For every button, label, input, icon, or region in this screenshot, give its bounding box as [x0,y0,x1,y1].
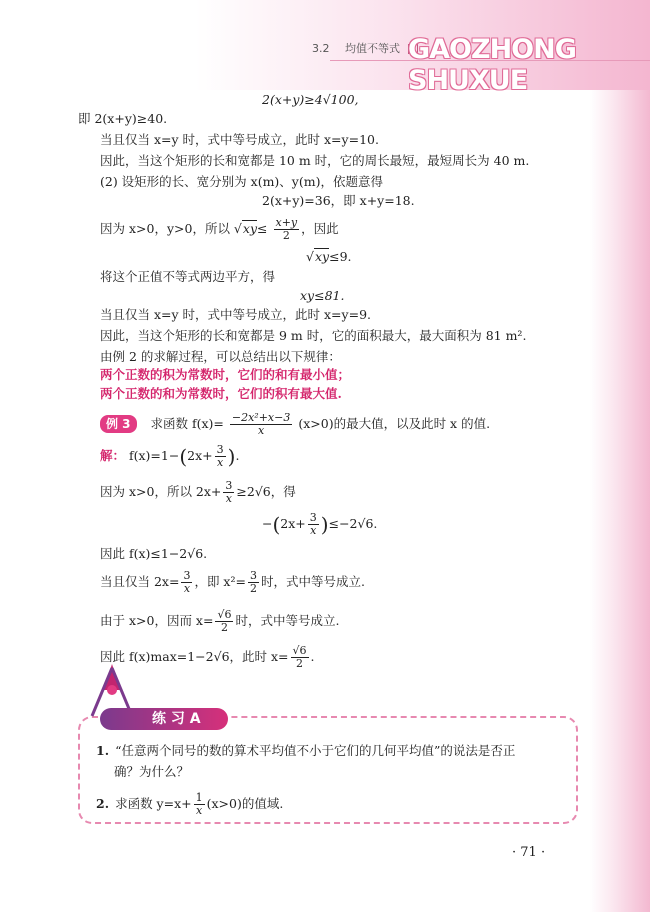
solution-label: 解： [100,448,126,463]
sqrt-expression: xy [314,249,330,264]
fraction [181,570,192,595]
text-fragment: 时，式中等号成立. [260,574,365,589]
fraction [274,217,300,242]
exercise-number: 2. [96,796,110,811]
text-fragment: (x>0)的最大值，以及此时 x 的值. [298,416,491,431]
fraction-numerator: 1 [195,791,203,804]
solution-line [100,609,339,634]
right-paren: ) [227,444,236,469]
fraction [230,412,292,437]
section-title: 均值不等式 [345,42,400,55]
left-paren: ( [179,444,188,469]
text-line: 将这个正值不等式两边平方，得 [100,269,276,284]
exercise-item-2 [96,792,283,817]
text-fragment: 2x+ [280,516,306,531]
section-number: 3.2 [312,42,330,55]
left-paren: ( [272,512,281,537]
text-fragment: − [262,516,273,531]
exercise-text: 求函数 y=x+ [115,796,192,811]
text-fragment: 当且仅当 2x= [100,574,180,589]
fraction [223,480,234,505]
text-fragment: 2x+ [187,448,213,463]
exercise-number: 1. [96,743,110,758]
sqrt-expression: xy [242,221,258,236]
text-line: 当且仅当 x=y 时，式中等号成立，此时 x=y=9. [100,307,371,322]
text-line: 即 2(x+y)≥40. [78,111,168,126]
text-fragment: . [310,649,315,664]
text-fragment: 时，式中等号成立. [235,613,340,628]
fraction-numerator: 3 [183,569,191,582]
text-fragment: . [235,448,240,463]
fraction-denominator: 2 [282,229,290,242]
fraction-denominator: x [217,456,224,469]
text-line: 2(x+y)≥4√100, [262,92,359,107]
solution-line: 因此 f(x)≤1−2√6. [100,546,208,561]
fraction [291,645,309,670]
fraction-numerator: −2x²+x−3 [231,411,291,424]
text-fragment: ≤9. [329,249,352,264]
text-fragment: ≤−2√6. [328,516,378,531]
fraction-denominator: x [196,804,203,817]
watermark-text: GAOZHONG SHUXUE [408,34,576,96]
text-fragment: 因为 x>0，所以 2x+ [100,484,222,499]
fraction [215,444,226,469]
example-3 [100,412,490,437]
solution-line [262,512,377,537]
text-line: 因为 x>0，y>0，所以 √xy≤ $\frac{x+y}{2}$ ，因此 [100,216,339,242]
fraction [215,609,233,634]
rule-text: 两个正数的和为常数时，它们的积有最大值. [100,386,342,401]
fraction-denominator: x [225,492,233,505]
text-line: 由例 2 的求解过程，可以总结出以下规律： [100,349,341,364]
fraction [248,570,259,595]
rule-text: 两个正数的积为常数时，它们的和有最小值； [100,367,351,382]
text-fragment: ≥2√6，得 [236,484,296,499]
fraction-denominator: x [183,582,191,595]
text-line: (2) 设矩形的长、宽分别为 x(m)、y(m)，依题意得 [100,174,383,189]
fraction [194,792,205,817]
text-line: 当且仅当 x=y 时，式中等号成立，此时 x=y=10. [100,132,379,147]
text-line: 因此，当这个矩形的长和宽都是 9 m 时，它的面积最大，最大面积为 81 m². [100,328,527,343]
text-line: 因此，当这个矩形的长和宽都是 10 m 时，它的周长最短，最短周长为 40 m. [100,153,530,168]
solution-line [100,480,296,505]
text-fragment: f(x)=1− [129,448,180,463]
running-header [312,40,418,56]
exercise-text: “任意两个同号的数的算术平均值不小于它们的几何平均值”的说法是否正 [115,743,516,758]
solution-line [100,570,365,595]
exercise-item-1 [96,742,515,760]
fraction-denominator: x [310,524,317,537]
fraction-denominator: 2 [249,582,257,595]
text-fragment: 由于 x>0，因而 x= [100,613,214,628]
text-fragment: ，因此 [301,221,339,236]
fraction-numerator: 3 [309,511,317,524]
side-strip [590,90,650,912]
fraction-numerator: 3 [249,569,257,582]
fraction-numerator: 3 [216,443,224,456]
fraction-denominator: x [258,424,265,437]
example-badge: 例 3 [100,415,137,433]
fraction-numerator: √6 [292,644,307,657]
text-fragment: 因此 f(x)max=1−2√6，此时 x= [100,649,289,664]
text-line: 2(x+y)=36，即 x+y=18. [262,193,415,208]
fraction [308,512,319,537]
text-fragment: ≤ [257,221,268,236]
exercise-item-1-continued: 确？为什么？ [114,764,190,779]
fraction-denominator: 2 [220,621,228,634]
right-paren: ) [320,512,329,537]
fraction-denominator: 2 [296,657,304,670]
solution-line [100,444,239,469]
fraction-numerator: 3 [225,479,233,492]
page-number: · 71 · [512,845,546,860]
fraction-numerator: x+y [275,216,298,229]
text-fragment: ，即 x²= [194,574,246,589]
text-line: xy≤81. [300,288,345,303]
text-fragment: 因为 x>0，y>0，所以 [100,221,230,236]
exercise-text: (x>0)的值域. [206,796,284,811]
fraction-numerator: √6 [217,608,232,621]
text-line: √xy≤9. [306,249,352,264]
exercise-title: 练 习 A [100,708,228,730]
text-fragment: 求函数 f(x)= [150,416,224,431]
